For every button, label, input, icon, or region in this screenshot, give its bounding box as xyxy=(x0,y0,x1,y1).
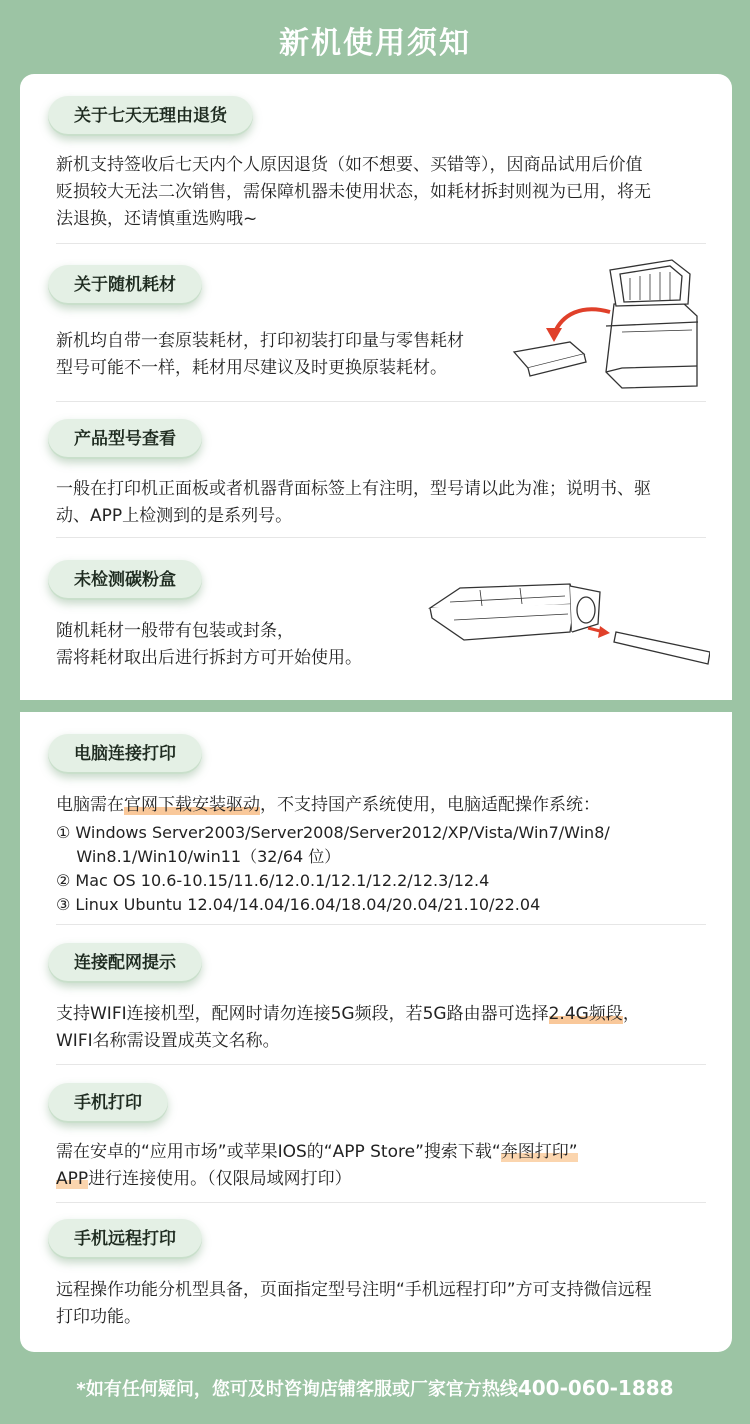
mobile-line-1 xyxy=(56,1139,726,1166)
info-card-top xyxy=(20,74,732,700)
text-line: 新机支持签收后七天内个人原因退货（如不想要、买错等），因商品试用后价值 xyxy=(56,155,643,175)
divider xyxy=(56,243,706,244)
divider xyxy=(56,537,706,538)
mobile-line-2 xyxy=(56,1166,726,1193)
section-title-consumables: 关于随机耗材 xyxy=(48,265,202,305)
text-segment: 进行连接使用。（仅限局域网打印） xyxy=(88,1169,352,1189)
os-item-linux: ③ Linux Ubuntu 12.04/14.04/16.04/18.04/20.04/21.10/22.04 xyxy=(56,895,541,914)
pc-intro-line xyxy=(56,792,726,819)
footer-hotline xyxy=(0,1375,750,1401)
section-title-model: 产品型号查看 xyxy=(48,419,202,459)
text-segment: ，不支持国产系统使用，电脑适配操作系统： xyxy=(260,795,600,815)
printer-illustration xyxy=(502,256,702,404)
highlight-driver-download: 官网下载安装驱动 xyxy=(124,795,260,815)
text-line: 远程操作功能分机型具备，页面指定型号注明“手机远程打印”方可支持微信远程 xyxy=(56,1280,652,1300)
text-line: 一般在打印机正面板或者机器背面标签上有注明，型号请以此为准；说明书、驱 xyxy=(56,479,651,499)
return-policy-text xyxy=(56,152,716,233)
text-line: 打印功能。 xyxy=(56,1307,141,1327)
os-item-windows-cont: Win8.1/Win10/win11（32/64 位） xyxy=(56,847,341,866)
os-item-mac: ② Mac OS 10.6-10.15/11.6/12.0.1/12.1/12.2/12.3/12.4 xyxy=(56,871,490,890)
network-text xyxy=(56,1001,726,1055)
page-title: 新机使用须知 xyxy=(279,26,471,61)
pc-print-text xyxy=(56,792,726,917)
text-line: 随机耗材一般带有包装或封条， xyxy=(56,621,294,641)
highlight-app-name: 奔图打印 xyxy=(500,1142,569,1162)
network-line-2: WIFI名称需设置成英文名称。 xyxy=(56,1031,280,1051)
section-title-pc: 电脑连接打印 xyxy=(48,734,202,774)
section-title-toner: 未检测碳粉盒 xyxy=(48,560,202,600)
divider xyxy=(56,1202,706,1203)
section-title-remote: 手机远程打印 xyxy=(48,1219,202,1259)
text-line: 型号可能不一样，耗材用尽建议及时更换原装耗材。 xyxy=(56,358,447,378)
consumables-text xyxy=(56,328,526,382)
divider xyxy=(56,401,706,402)
toner-cartridge-illustration xyxy=(420,580,710,676)
text-segment: 电脑需在 xyxy=(56,795,124,815)
text-line: 法退换，还请慎重选购哦~ xyxy=(56,209,258,229)
highlight-app: APP xyxy=(56,1169,89,1189)
text-line: 需将耗材取出后进行拆封方可开始使用。 xyxy=(56,648,362,668)
text-line: 贬损较大无法二次销售，需保障机器未使用状态，如耗材拆封则视为已用，将无 xyxy=(56,182,651,202)
text-segment: 支持WIFI连接机型，配网时请勿连接5G频段，若5G路由器可选择 xyxy=(56,1004,549,1024)
footer-text: *如有任何疑问，您可及时咨询店铺客服或厂家官方热线 xyxy=(76,1379,518,1400)
divider xyxy=(56,924,706,925)
section-title-return: 关于七天无理由退货 xyxy=(48,96,253,136)
toner-text xyxy=(56,618,436,672)
text-line: 新机均自带一套原装耗材，打印初装打印量与零售耗材 xyxy=(56,331,464,351)
os-item-windows: ① Windows Server2003/Server2008/Server2012/XP/Vista/Win7/Win8/ xyxy=(56,823,610,842)
section-title-mobile: 手机打印 xyxy=(48,1083,168,1123)
highlight-24g-band: 2.4G频段 xyxy=(548,1004,623,1024)
remote-print-text xyxy=(56,1277,726,1331)
os-list xyxy=(56,821,726,917)
info-card-bottom xyxy=(20,712,732,1352)
model-text xyxy=(56,476,716,530)
text-line: 动、APP上检测到的是系列号。 xyxy=(56,506,293,526)
section-title-network: 连接配网提示 xyxy=(48,943,202,983)
network-line-1 xyxy=(56,1001,726,1028)
divider xyxy=(56,1064,706,1065)
hotline-number: 400-060-1888 xyxy=(517,1376,674,1400)
text-segment: ” xyxy=(568,1142,578,1162)
mobile-print-text xyxy=(56,1139,726,1193)
text-segment: ， xyxy=(622,1004,640,1024)
text-segment: 需在安卓的“应用市场”或苹果IOS的“APP Store”搜索下载“ xyxy=(56,1142,501,1162)
